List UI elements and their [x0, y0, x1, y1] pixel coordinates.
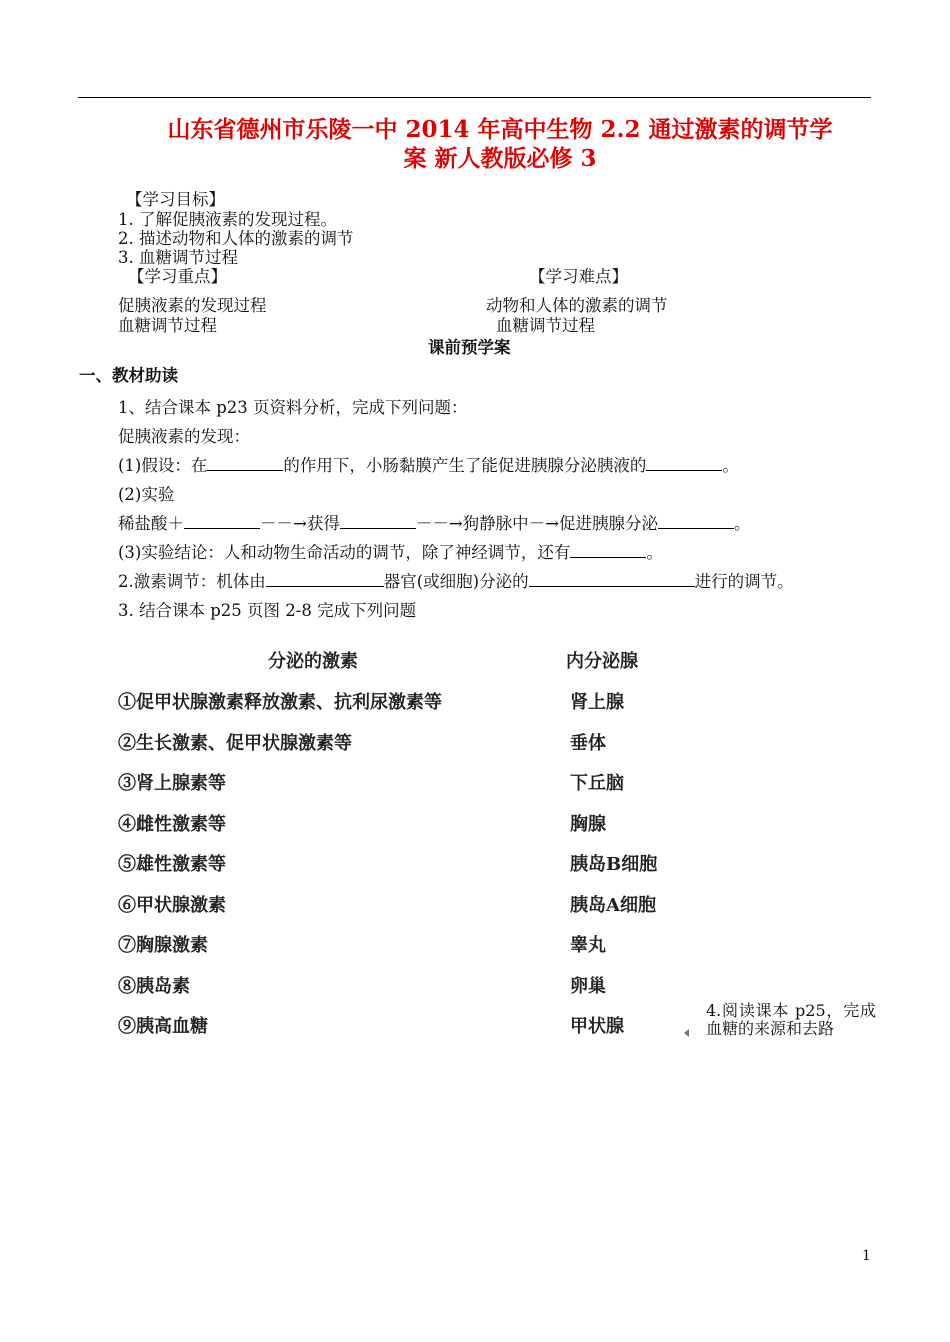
gland-item: 甲状腺 [570, 1016, 624, 1037]
q2-line [118, 568, 794, 592]
top-rule [78, 97, 871, 98]
fill-blank[interactable] [646, 454, 722, 471]
gland-item: 胸腺 [570, 814, 606, 835]
q1-exp-text-c: －－→狗静脉中－→促进胰腺分泌 [415, 514, 658, 533]
hormone-item: ①促甲状腺激素释放激素、抗利尿激素等 [118, 692, 442, 713]
q1-exp-text-d: 。 [733, 514, 751, 533]
q3-line: 3. 结合课本 p25 页图 2-8 完成下列问题 [118, 601, 417, 620]
objective-item: 1. 了解促胰液素的发现过程。 [118, 210, 337, 229]
key-points-header: 【学习重点】 [128, 267, 227, 286]
objectives-header: 【学习目标】 [126, 190, 225, 209]
hormone-item: ⑥甲状腺激素 [118, 895, 226, 916]
fill-blank[interactable] [340, 512, 416, 529]
fill-blank[interactable] [570, 541, 646, 558]
hormone-item: ⑦胸腺激素 [118, 935, 208, 956]
q2-text-a: 2.激素调节：机体由 [118, 572, 266, 591]
q1-conclusion [118, 539, 663, 563]
fill-blank[interactable] [658, 512, 734, 529]
q1-subject: 促胰液素的发现： [118, 427, 250, 446]
key-point-item: 血糖调节过程 [118, 316, 217, 335]
q1-exp-label: (2)实验 [118, 485, 175, 504]
table-header-gland: 内分泌腺 [566, 651, 638, 672]
q1-hyp-text-c: 。 [722, 456, 739, 475]
q1-exp-text-b: －－→获得 [260, 514, 340, 533]
hormone-item: ②生长激素、促甲状腺激素等 [118, 733, 352, 754]
q2-text-b: 器官(或细胞)分泌的 [383, 572, 529, 591]
part1-title: 一、教材助读 [79, 366, 178, 385]
hormone-item: ③肾上腺素等 [118, 773, 226, 794]
gland-item: 胰岛A细胞 [570, 895, 656, 916]
fill-blank[interactable] [266, 570, 384, 587]
hormone-item: ⑧胰岛素 [118, 976, 190, 997]
gland-item: 胰岛B细胞 [570, 854, 658, 875]
fill-blank[interactable] [184, 512, 260, 529]
difficulties-header: 【学习难点】 [529, 267, 628, 286]
difficulty-item: 血糖调节过程 [496, 316, 595, 335]
hormone-item: ④雌性激素等 [118, 814, 226, 835]
q1-con-text-b: 。 [646, 543, 663, 562]
difficulty-item: 动物和人体的激素的调节 [486, 296, 668, 315]
gland-item: 肾上腺 [570, 692, 624, 713]
gland-item: 垂体 [570, 733, 606, 754]
table-header-hormone: 分泌的激素 [268, 651, 358, 672]
doc-title-line1: 山东省德州市乐陵一中 2014 年高中生物 2.2 通过激素的调节学 [167, 116, 833, 143]
gland-item: 睾丸 [570, 935, 606, 956]
fill-blank[interactable] [529, 570, 695, 587]
objective-item: 2. 描述动物和人体的激素的调节 [118, 229, 354, 248]
q1-hyp-text-b: 的作用下，小肠黏膜产生了能促进胰腺分泌胰液的 [283, 456, 647, 475]
gland-item: 卵巢 [570, 976, 606, 997]
hormone-item: ⑨胰高血糖 [118, 1016, 208, 1037]
section-title: 课前预学案 [428, 338, 511, 357]
q1-hyp-text-a: (1)假设：在 [118, 456, 208, 475]
objective-item: 3. 血糖调节过程 [118, 248, 238, 267]
page-number: 1 [862, 1248, 871, 1264]
q4-note: 4.阅读课本 p25，完成血糖的来源和去路 [706, 1001, 876, 1038]
q1-intro: 1、结合课本 p23 页资料分析，完成下列问题： [118, 398, 468, 417]
q1-con-text-a: (3)实验结论：人和动物生命活动的调节，除了神经调节，还有 [118, 543, 571, 562]
key-point-item: 促胰液素的发现过程 [118, 296, 267, 315]
q1-exp-text-a: 稀盐酸＋ [118, 514, 184, 533]
q1-hypothesis [118, 452, 739, 476]
hormone-item: ⑤雄性激素等 [118, 854, 226, 875]
gland-item: 下丘脑 [570, 773, 624, 794]
doc-title-line2: 案 新人教版必修 3 [403, 145, 597, 172]
q2-text-c: 进行的调节。 [694, 572, 794, 591]
triangle-marker-icon [684, 1029, 689, 1037]
q1-experiment [118, 510, 750, 534]
fill-blank[interactable] [207, 454, 283, 471]
